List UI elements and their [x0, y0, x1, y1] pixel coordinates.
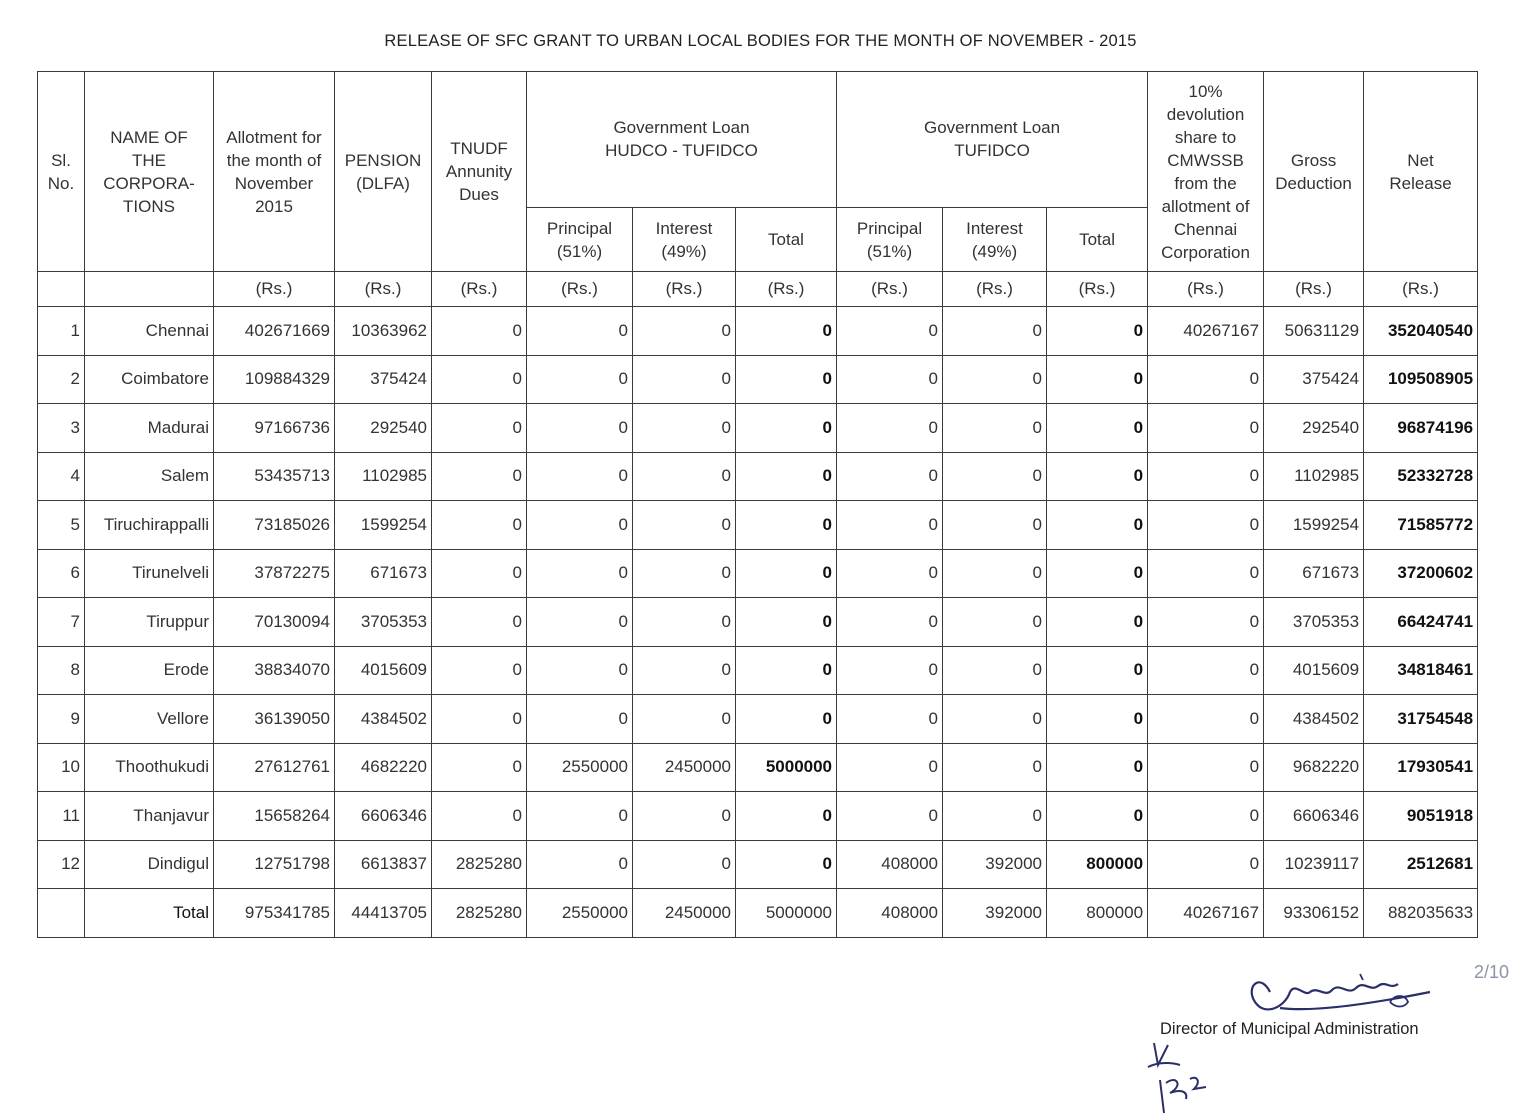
document-title: RELEASE OF SFC GRANT TO URBAN LOCAL BODIES FOR THE MONTH OF NOVEMBER - 2015 [384, 32, 1137, 50]
h-interest-cell: 0 [633, 598, 736, 647]
sl-no-cell: 5 [38, 501, 85, 550]
unit-cell: (Rs.) [837, 272, 943, 307]
sl-no-cell: 9 [38, 695, 85, 744]
h-total-cell: 0 [736, 549, 837, 598]
t-principal-cell: 0 [837, 307, 943, 356]
table-row [38, 404, 1478, 453]
corporation-name-cell: Thanjavur [85, 792, 214, 841]
pension-cell: 4384502 [335, 695, 432, 744]
tnudf-cell: 2825280 [432, 840, 527, 889]
gross-cell: 671673 [1264, 549, 1364, 598]
total-tnudf-cell: 2825280 [432, 889, 527, 938]
unit-cell [85, 272, 214, 307]
margin-note [1470, 958, 1521, 988]
header-gross-deduction: Gross Deduction [1264, 72, 1364, 272]
t-interest-cell: 0 [943, 743, 1047, 792]
tnudf-cell: 0 [432, 404, 527, 453]
allotment-cell: 15658264 [214, 792, 335, 841]
pension-cell: 4682220 [335, 743, 432, 792]
t-interest-cell: 0 [943, 355, 1047, 404]
net-cell: 31754548 [1364, 695, 1478, 744]
t-interest-cell: 0 [943, 501, 1047, 550]
total-pension-cell: 44413705 [335, 889, 432, 938]
table-row [38, 598, 1478, 647]
h-total-cell: 0 [736, 452, 837, 501]
total-h-total-cell: 5000000 [736, 889, 837, 938]
t-total-cell: 800000 [1047, 840, 1148, 889]
tnudf-cell: 0 [432, 695, 527, 744]
net-cell: 352040540 [1364, 307, 1478, 356]
h-total-cell: 0 [736, 501, 837, 550]
devolution-cell: 0 [1148, 549, 1264, 598]
corporation-name-cell: Salem [85, 452, 214, 501]
total-allotment-cell: 975341785 [214, 889, 335, 938]
h-principal-cell: 0 [527, 404, 633, 453]
tnudf-cell: 0 [432, 501, 527, 550]
t-total-cell: 0 [1047, 404, 1148, 453]
h-interest-cell: 0 [633, 792, 736, 841]
h-interest-cell: 0 [633, 404, 736, 453]
h-total-cell: 0 [736, 355, 837, 404]
header-corporation-name: NAME OF THE CORPORA- TIONS [85, 72, 214, 272]
unit-cell: (Rs.) [432, 272, 527, 307]
h-interest-cell: 0 [633, 307, 736, 356]
t-total-cell: 0 [1047, 646, 1148, 695]
sl-no-cell: 8 [38, 646, 85, 695]
devolution-cell: 0 [1148, 404, 1264, 453]
h-interest-cell: 0 [633, 452, 736, 501]
sl-no-cell: 2 [38, 355, 85, 404]
t-principal-cell: 0 [837, 452, 943, 501]
devolution-cell: 0 [1148, 840, 1264, 889]
h-principal-cell: 0 [527, 840, 633, 889]
h-total-cell: 0 [736, 840, 837, 889]
header-tufidco-principal: Principal (51%) [837, 208, 943, 272]
t-interest-cell: 0 [943, 598, 1047, 647]
t-total-cell: 0 [1047, 743, 1148, 792]
devolution-cell: 0 [1148, 646, 1264, 695]
gross-cell: 375424 [1264, 355, 1364, 404]
h-interest-cell: 0 [633, 355, 736, 404]
pension-cell: 6606346 [335, 792, 432, 841]
devolution-cell: 0 [1148, 452, 1264, 501]
table-row [38, 355, 1478, 404]
devolution-cell: 0 [1148, 743, 1264, 792]
net-cell: 34818461 [1364, 646, 1478, 695]
gross-cell: 3705353 [1264, 598, 1364, 647]
header-net-release: Net Release [1364, 72, 1478, 272]
total-net-cell: 882035633 [1364, 889, 1478, 938]
t-total-cell: 0 [1047, 792, 1148, 841]
devolution-cell: 0 [1148, 598, 1264, 647]
sl-no-cell: 12 [38, 840, 85, 889]
tnudf-cell: 0 [432, 549, 527, 598]
h-principal-cell: 0 [527, 501, 633, 550]
allotment-cell: 109884329 [214, 355, 335, 404]
allotment-cell: 53435713 [214, 452, 335, 501]
corporation-name-cell: Tiruppur [85, 598, 214, 647]
net-cell: 66424741 [1364, 598, 1478, 647]
t-total-cell: 0 [1047, 501, 1148, 550]
t-principal-cell: 0 [837, 501, 943, 550]
sl-no-cell: 7 [38, 598, 85, 647]
devolution-cell: 0 [1148, 792, 1264, 841]
gross-cell: 50631129 [1264, 307, 1364, 356]
h-interest-cell: 0 [633, 549, 736, 598]
pension-cell: 6613837 [335, 840, 432, 889]
total-t-principal-cell: 408000 [837, 889, 943, 938]
pension-cell: 3705353 [335, 598, 432, 647]
t-principal-cell: 0 [837, 598, 943, 647]
header-loan-tufidco: Government Loan TUFIDCO [837, 72, 1148, 208]
grant-release-table [37, 71, 1478, 938]
pension-cell: 671673 [335, 549, 432, 598]
net-cell: 71585772 [1364, 501, 1478, 550]
unit-cell: (Rs.) [214, 272, 335, 307]
t-principal-cell: 0 [837, 792, 943, 841]
header-hudco-interest: Interest (49%) [633, 208, 736, 272]
allotment-cell: 36139050 [214, 695, 335, 744]
pension-cell: 1102985 [335, 452, 432, 501]
sl-no-cell: 1 [38, 307, 85, 356]
unit-cell: (Rs.) [1364, 272, 1478, 307]
corporation-name-cell: Coimbatore [85, 355, 214, 404]
net-cell: 96874196 [1364, 404, 1478, 453]
pension-cell: 10363962 [335, 307, 432, 356]
table-row [38, 501, 1478, 550]
devolution-cell: 40267167 [1148, 307, 1264, 356]
tnudf-cell: 0 [432, 743, 527, 792]
tnudf-cell: 0 [432, 646, 527, 695]
h-interest-cell: 0 [633, 646, 736, 695]
unit-cell [38, 272, 85, 307]
sl-no-cell [38, 889, 85, 938]
corporation-name-cell: Vellore [85, 695, 214, 744]
table-body [38, 307, 1478, 938]
corporation-name-cell: Erode [85, 646, 214, 695]
header-tufidco-total: Total [1047, 208, 1148, 272]
net-cell: 17930541 [1364, 743, 1478, 792]
unit-cell: (Rs.) [527, 272, 633, 307]
signatory-designation: Director of Municipal Administration [1160, 1020, 1419, 1038]
gross-cell: 9682220 [1264, 743, 1364, 792]
sl-no-cell: 3 [38, 404, 85, 453]
gross-cell: 292540 [1264, 404, 1364, 453]
t-principal-cell: 0 [837, 695, 943, 744]
h-principal-cell: 0 [527, 355, 633, 404]
corporation-name-cell: Thoothukudi [85, 743, 214, 792]
t-total-cell: 0 [1047, 549, 1148, 598]
t-total-cell: 0 [1047, 598, 1148, 647]
table-row [38, 452, 1478, 501]
corporation-name-cell: Dindigul [85, 840, 214, 889]
h-total-cell: 0 [736, 404, 837, 453]
t-principal-cell: 0 [837, 646, 943, 695]
h-principal-cell: 0 [527, 598, 633, 647]
h-principal-cell: 0 [527, 792, 633, 841]
sl-no-cell: 10 [38, 743, 85, 792]
h-total-cell: 0 [736, 598, 837, 647]
tnudf-cell: 0 [432, 452, 527, 501]
net-cell: 2512681 [1364, 840, 1478, 889]
unit-cell: (Rs.) [335, 272, 432, 307]
units-row [38, 272, 1478, 307]
total-h-interest-cell: 2450000 [633, 889, 736, 938]
header-sl-no: Sl. No. [38, 72, 85, 272]
margin-note-text: 2/10 [1474, 962, 1510, 982]
unit-cell: (Rs.) [736, 272, 837, 307]
tnudf-cell: 0 [432, 598, 527, 647]
table-row [38, 549, 1478, 598]
allotment-cell: 97166736 [214, 404, 335, 453]
devolution-cell: 0 [1148, 501, 1264, 550]
header-pension: PENSION (DLFA) [335, 72, 432, 272]
allotment-cell: 73185026 [214, 501, 335, 550]
devolution-cell: 0 [1148, 695, 1264, 744]
allotment-cell: 27612761 [214, 743, 335, 792]
allotment-cell: 70130094 [214, 598, 335, 647]
header-hudco-principal: Principal (51%) [527, 208, 633, 272]
unit-cell: (Rs.) [633, 272, 736, 307]
table-row [38, 792, 1478, 841]
net-cell: 52332728 [1364, 452, 1478, 501]
header-devolution: 10% devolution share to CMWSSB from the allotment of Chennai Corporation [1148, 72, 1264, 272]
header-allotment: Allotment for the month of November 2015 [214, 72, 335, 272]
h-principal-cell: 0 [527, 549, 633, 598]
allotment-cell: 37872275 [214, 549, 335, 598]
corporation-name-cell: Chennai [85, 307, 214, 356]
sl-no-cell: 11 [38, 792, 85, 841]
t-interest-cell: 0 [943, 646, 1047, 695]
pension-cell: 1599254 [335, 501, 432, 550]
gross-cell: 6606346 [1264, 792, 1364, 841]
header-tufidco-interest: Interest (49%) [943, 208, 1047, 272]
gross-cell: 4015609 [1264, 646, 1364, 695]
h-principal-cell: 0 [527, 695, 633, 744]
gross-cell: 1599254 [1264, 501, 1364, 550]
h-interest-cell: 0 [633, 695, 736, 744]
unit-cell: (Rs.) [1148, 272, 1264, 307]
t-principal-cell: 408000 [837, 840, 943, 889]
pension-cell: 292540 [335, 404, 432, 453]
t-total-cell: 0 [1047, 355, 1148, 404]
devolution-cell: 0 [1148, 355, 1264, 404]
t-total-cell: 0 [1047, 452, 1148, 501]
net-cell: 9051918 [1364, 792, 1478, 841]
table-row [38, 743, 1478, 792]
h-interest-cell: 0 [633, 840, 736, 889]
gross-cell: 4384502 [1264, 695, 1364, 744]
table-row [38, 307, 1478, 356]
tnudf-cell: 0 [432, 792, 527, 841]
t-interest-cell: 0 [943, 792, 1047, 841]
corporation-name-cell: Tirunelveli [85, 549, 214, 598]
net-cell: 37200602 [1364, 549, 1478, 598]
h-principal-cell: 0 [527, 452, 633, 501]
h-total-cell: 5000000 [736, 743, 837, 792]
sl-no-cell: 6 [38, 549, 85, 598]
total-t-total-cell: 800000 [1047, 889, 1148, 938]
t-principal-cell: 0 [837, 355, 943, 404]
t-principal-cell: 0 [837, 404, 943, 453]
allotment-cell: 402671669 [214, 307, 335, 356]
initials-mark [1140, 1035, 1220, 1115]
net-cell: 109508905 [1364, 355, 1478, 404]
header-loan-hudco: Government Loan HUDCO - TUFIDCO [527, 72, 837, 208]
t-principal-cell: 0 [837, 549, 943, 598]
pension-cell: 375424 [335, 355, 432, 404]
allotment-cell: 38834070 [214, 646, 335, 695]
t-interest-cell: 0 [943, 695, 1047, 744]
t-interest-cell: 0 [943, 307, 1047, 356]
total-devolution-cell: 40267167 [1148, 889, 1264, 938]
h-total-cell: 0 [736, 307, 837, 356]
t-interest-cell: 0 [943, 452, 1047, 501]
h-total-cell: 0 [736, 695, 837, 744]
allotment-cell: 12751798 [214, 840, 335, 889]
total-h-principal-cell: 2550000 [527, 889, 633, 938]
h-principal-cell: 0 [527, 646, 633, 695]
total-gross-cell: 93306152 [1264, 889, 1364, 938]
h-total-cell: 0 [736, 792, 837, 841]
h-principal-cell: 0 [527, 307, 633, 356]
t-interest-cell: 392000 [943, 840, 1047, 889]
tnudf-cell: 0 [432, 355, 527, 404]
t-interest-cell: 0 [943, 404, 1047, 453]
t-total-cell: 0 [1047, 307, 1148, 356]
pension-cell: 4015609 [335, 646, 432, 695]
t-principal-cell: 0 [837, 743, 943, 792]
h-principal-cell: 2550000 [527, 743, 633, 792]
totals-row [38, 889, 1478, 938]
t-interest-cell: 0 [943, 549, 1047, 598]
t-total-cell: 0 [1047, 695, 1148, 744]
totals-label: Total [85, 889, 214, 938]
gross-cell: 10239117 [1264, 840, 1364, 889]
corporation-name-cell: Tiruchirappalli [85, 501, 214, 550]
header-tnudf: TNUDF Annunity Dues [432, 72, 527, 272]
table-row [38, 840, 1478, 889]
gross-cell: 1102985 [1264, 452, 1364, 501]
header-hudco-total: Total [736, 208, 837, 272]
tnudf-cell: 0 [432, 307, 527, 356]
h-interest-cell: 0 [633, 501, 736, 550]
h-total-cell: 0 [736, 646, 837, 695]
unit-cell: (Rs.) [943, 272, 1047, 307]
total-t-interest-cell: 392000 [943, 889, 1047, 938]
unit-cell: (Rs.) [1047, 272, 1148, 307]
table-row [38, 695, 1478, 744]
unit-cell: (Rs.) [1264, 272, 1364, 307]
corporation-name-cell: Madurai [85, 404, 214, 453]
sl-no-cell: 4 [38, 452, 85, 501]
h-interest-cell: 2450000 [633, 743, 736, 792]
table-row [38, 646, 1478, 695]
